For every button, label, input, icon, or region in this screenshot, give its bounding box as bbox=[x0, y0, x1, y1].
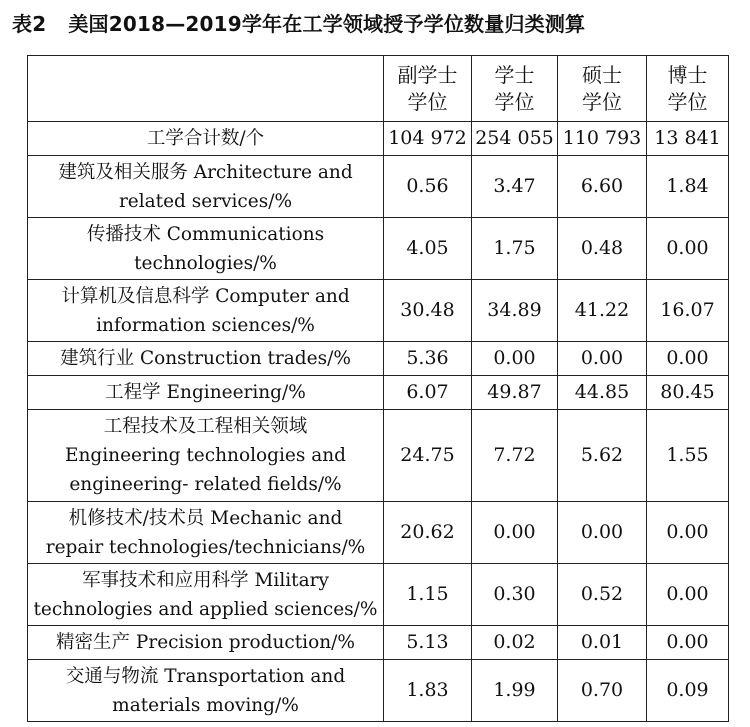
table-row bbox=[28, 280, 729, 342]
doctor-value: 0.00 bbox=[647, 502, 729, 564]
doctor-value: 0.09 bbox=[647, 660, 729, 722]
table-row bbox=[28, 502, 729, 564]
associate-value: 30.48 bbox=[384, 280, 472, 342]
header-blank-cell bbox=[28, 56, 384, 122]
doctor-value: 0.00 bbox=[647, 218, 729, 280]
master-value: 0.48 bbox=[558, 218, 647, 280]
degree-table bbox=[27, 55, 729, 722]
table-row bbox=[28, 156, 729, 218]
row-label: 工程技术及工程相关领域 Engineering technologies and engineering- related fields/% bbox=[28, 410, 384, 502]
row-label: 交通与物流 Transportation and materials moving/% bbox=[28, 660, 384, 722]
table-row bbox=[28, 410, 729, 502]
row-label: 军事技术和应用科学 Military technologies and applied sciences/% bbox=[28, 564, 384, 626]
table-number: 表2 bbox=[12, 11, 47, 36]
doctor-value: 1.84 bbox=[647, 156, 729, 218]
doctor-value: 0.00 bbox=[647, 564, 729, 626]
header-bachelor: 学士 学位 bbox=[472, 56, 558, 122]
associate-value: 6.07 bbox=[384, 376, 472, 410]
row-label: 精密生产 Precision production/% bbox=[28, 626, 384, 660]
associate-value: 5.13 bbox=[384, 626, 472, 660]
bachelor-value: 0.00 bbox=[472, 342, 558, 376]
table-row bbox=[28, 342, 729, 376]
master-value: 0.01 bbox=[558, 626, 647, 660]
row-label: 机修技术/技术员 Mechanic and repair technologies/technicians/% bbox=[28, 502, 384, 564]
master-value: 5.62 bbox=[558, 410, 647, 502]
associate-value: 104 972 bbox=[384, 122, 472, 156]
master-value: 6.60 bbox=[558, 156, 647, 218]
row-label: 工程学 Engineering/% bbox=[28, 376, 384, 410]
header-row bbox=[28, 56, 729, 122]
master-value: 0.00 bbox=[558, 342, 647, 376]
bachelor-value: 0.00 bbox=[472, 502, 558, 564]
row-label: 计算机及信息科学 Computer and information sciences/% bbox=[28, 280, 384, 342]
doctor-value: 0.00 bbox=[647, 342, 729, 376]
table-row bbox=[28, 564, 729, 626]
master-value: 44.85 bbox=[558, 376, 647, 410]
bachelor-value: 1.75 bbox=[472, 218, 558, 280]
doctor-value: 0.00 bbox=[647, 626, 729, 660]
bachelor-value: 3.47 bbox=[472, 156, 558, 218]
master-value: 0.70 bbox=[558, 660, 647, 722]
master-value: 41.22 bbox=[558, 280, 647, 342]
table-row bbox=[28, 218, 729, 280]
table-title: 美国2018—2019学年在工学领域授予学位数量归类测算 bbox=[68, 11, 586, 36]
bachelor-value: 49.87 bbox=[472, 376, 558, 410]
associate-value: 1.83 bbox=[384, 660, 472, 722]
table-caption bbox=[12, 6, 585, 38]
doctor-value: 16.07 bbox=[647, 280, 729, 342]
row-label: 建筑及相关服务 Architecture and related services/% bbox=[28, 156, 384, 218]
header-associate: 副学士 学位 bbox=[384, 56, 472, 122]
associate-value: 1.15 bbox=[384, 564, 472, 626]
row-label: 传播技术 Communications technologies/% bbox=[28, 218, 384, 280]
master-value: 0.00 bbox=[558, 502, 647, 564]
header-doctor: 博士 学位 bbox=[647, 56, 729, 122]
table-row bbox=[28, 122, 729, 156]
associate-value: 5.36 bbox=[384, 342, 472, 376]
bachelor-value: 34.89 bbox=[472, 280, 558, 342]
table-row bbox=[28, 660, 729, 722]
table-row bbox=[28, 626, 729, 660]
master-value: 110 793 bbox=[558, 122, 647, 156]
bachelor-value: 0.02 bbox=[472, 626, 558, 660]
associate-value: 20.62 bbox=[384, 502, 472, 564]
doctor-value: 80.45 bbox=[647, 376, 729, 410]
bachelor-value: 1.99 bbox=[472, 660, 558, 722]
doctor-value: 1.55 bbox=[647, 410, 729, 502]
associate-value: 24.75 bbox=[384, 410, 472, 502]
bachelor-value: 7.72 bbox=[472, 410, 558, 502]
table-row bbox=[28, 376, 729, 410]
associate-value: 0.56 bbox=[384, 156, 472, 218]
bachelor-value: 0.30 bbox=[472, 564, 558, 626]
row-label: 建筑行业 Construction trades/% bbox=[28, 342, 384, 376]
row-label: 工学合计数/个 bbox=[28, 122, 384, 156]
doctor-value: 13 841 bbox=[647, 122, 729, 156]
master-value: 0.52 bbox=[558, 564, 647, 626]
associate-value: 4.05 bbox=[384, 218, 472, 280]
bachelor-value: 254 055 bbox=[472, 122, 558, 156]
header-master: 硕士 学位 bbox=[558, 56, 647, 122]
